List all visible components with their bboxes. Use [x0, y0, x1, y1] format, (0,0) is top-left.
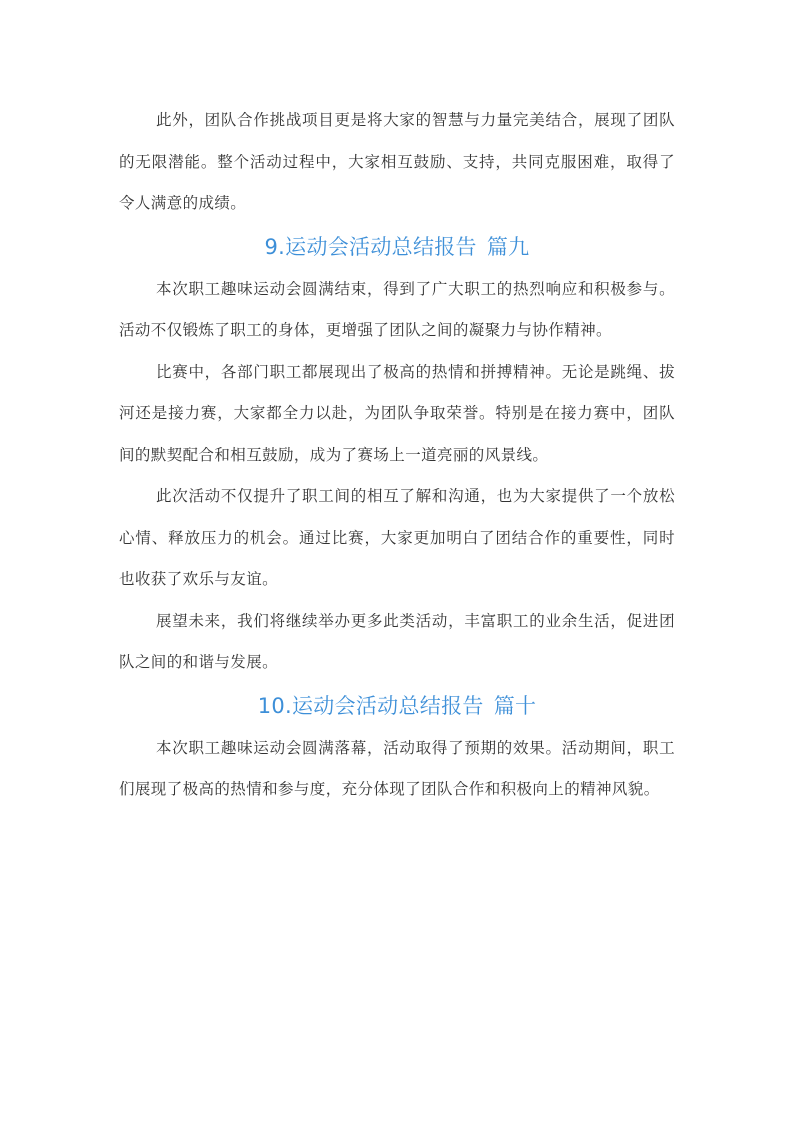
heading-title: 9.运动会活动总结报告 — [264, 234, 477, 259]
paragraph: 此次活动不仅提升了职工间的相互了解和沟通，也为大家提供了一个放松心情、释放压力的机会。通过比赛，大家更加明白了团结合作的重要性，同时也收获了欢乐与友谊。 — [119, 487, 675, 588]
paragraph: 本次职工趣味运动会圆满结束，得到了广大职工的热烈响应和积极参与。活动不仅锻炼了职工的身体，更增强了团队之间的凝聚力与协作精神。 — [119, 279, 675, 339]
paragraph: 本次职工趣味运动会圆满落幕，活动取得了预期的效果。活动期间，职工们展现了极高的热情和参与度，充分体现了团队合作和积极向上的精神风貌。 — [119, 738, 675, 798]
paragraph: 比赛中，各部门职工都展现出了极高的热情和拼搏精神。无论是跳绳、拔河还是接力赛，大家都全力以赴，为团队争取荣誉。特别是在接力赛中，团队间的默契配合和相互鼓励，成为了赛场上一道亮丽的风景线。 — [119, 362, 675, 464]
heading-chapter: 篇九 — [486, 234, 530, 259]
section-heading-9 — [119, 225, 675, 269]
document-body — [119, 100, 675, 811]
heading-chapter: 篇十 — [493, 693, 537, 718]
heading-title: 10.运动会活动总结报告 — [257, 693, 484, 718]
section-heading-10 — [119, 684, 675, 728]
paragraph: 展望未来，我们将继续举办更多此类活动，丰富职工的业余生活，促进团队之间的和谐与发展。 — [119, 611, 675, 671]
paragraph: 此外，团队合作挑战项目更是将大家的智慧与力量完美结合，展现了团队的无限潜能。整个活动过程中，大家相互鼓励、支持，共同克服困难，取得了令人满意的成绩。 — [119, 111, 675, 212]
